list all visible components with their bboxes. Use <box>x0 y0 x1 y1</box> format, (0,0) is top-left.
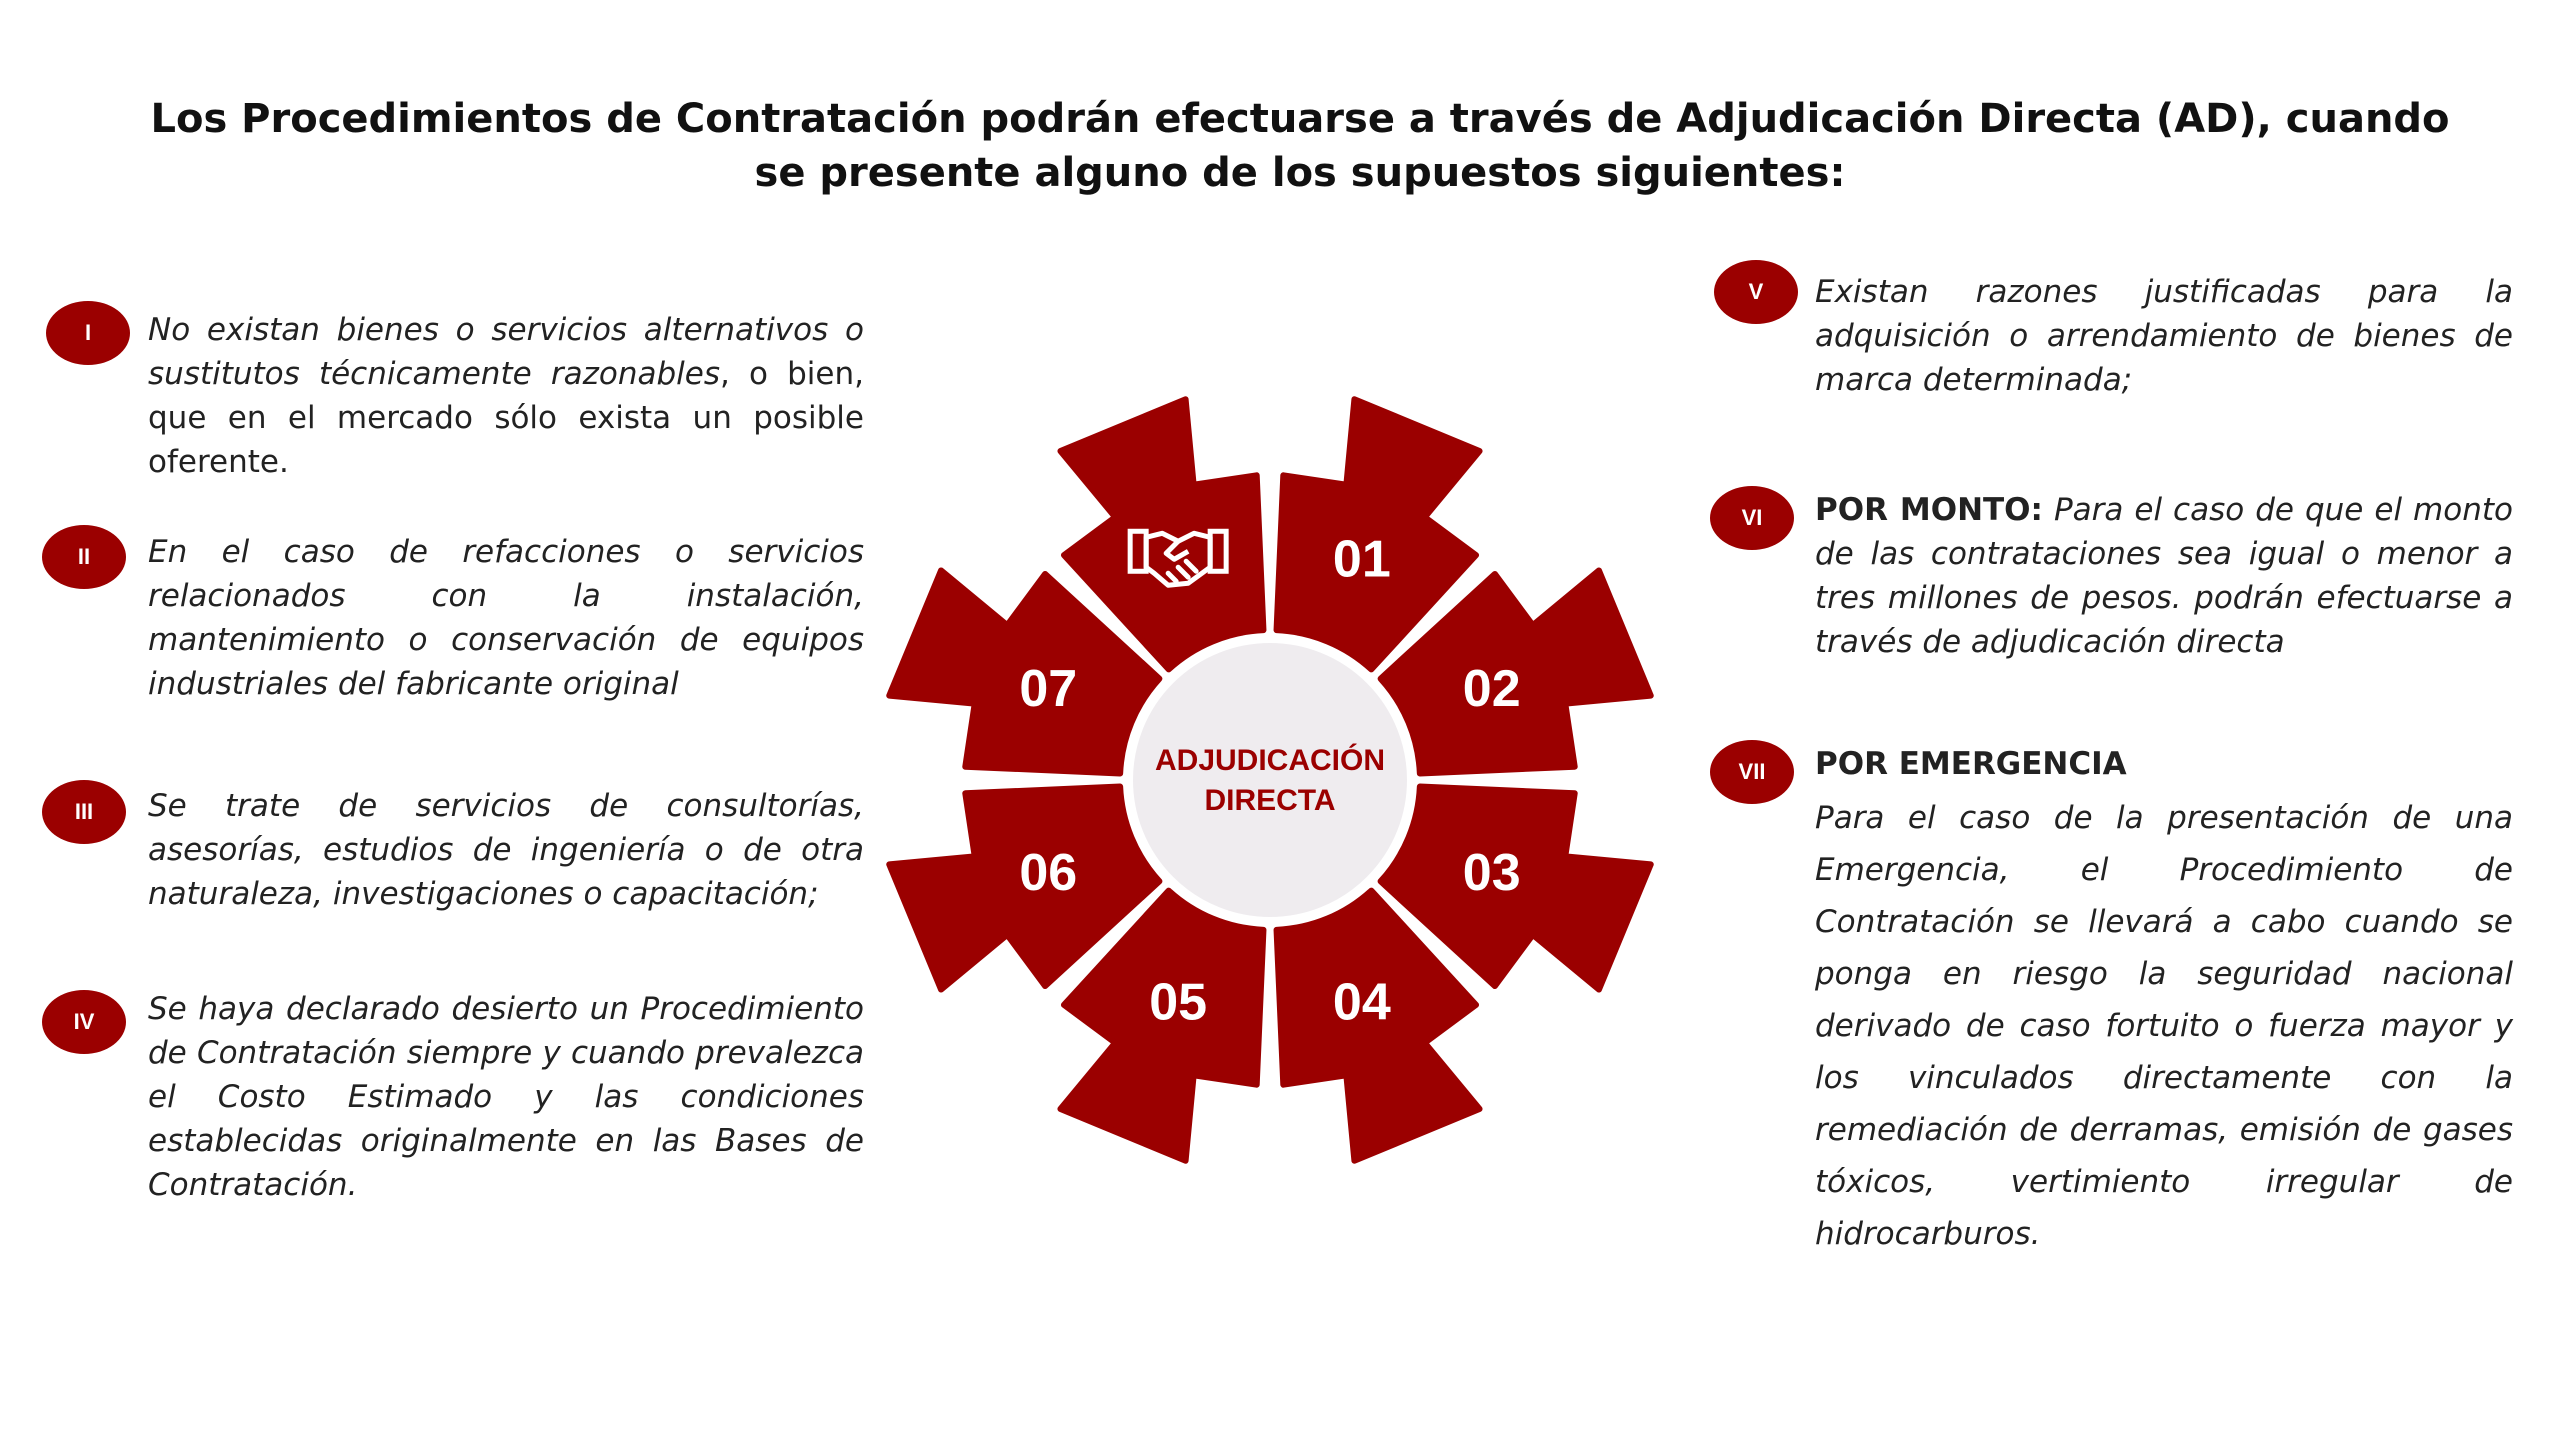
badge-v: V <box>1714 260 1798 324</box>
center-label-line-1: ADJUDICACIÓN <box>1154 744 1386 777</box>
title-line-1: Los Procedimientos de Contratación podrán efectuarse a través de Adjudicación Directa (AD), cuando <box>150 96 2450 142</box>
item-i-text: , o bien, que en el mercado sólo exista un posible oferente. <box>148 356 864 480</box>
item-i-italic: No existan bienes o servicios alternativos o sustitutos técnicamente razonables <box>148 312 864 392</box>
item-vi-bold: POR MONTO: <box>1815 492 2043 528</box>
item-v-italic: Existan razones justificadas para la adquisición o arrendamiento de bienes de marca determinada; <box>1815 274 2513 398</box>
item-iv-italic: Se haya declarado desierto un Procedimiento de Contratación siempre y cuando prevalezca el Costo Estimado y las condiciones establecidas originalmente en las Bases de Contratación. <box>148 991 864 1203</box>
center-label-line-2: DIRECTA <box>1204 784 1336 817</box>
item-iii <box>148 784 864 916</box>
item-vii-bold: POR EMERGENCIA <box>1815 746 2127 782</box>
badge-iv: IV <box>42 990 126 1054</box>
badge-vi: VI <box>1710 486 1794 550</box>
item-ii-italic: En el caso de refacciones o servicios relacionados con la instalación, mantenimiento o conservación de equipos industriales del fabricante original <box>148 534 864 702</box>
gear-label-04: 04 <box>1332 973 1391 1032</box>
item-iii-italic: Se trate de servicios de consultorías, asesorías, estudios de ingeniería o de otra naturaleza, investigaciones o capacitación; <box>148 788 864 912</box>
badge-i: I <box>46 301 130 365</box>
gear-label-01: 01 <box>1332 530 1391 589</box>
item-i <box>148 308 864 484</box>
item-v <box>1815 270 2513 402</box>
badge-ii: II <box>42 525 126 589</box>
gear-label-06: 06 <box>1019 843 1078 902</box>
item-iv <box>148 987 864 1207</box>
item-vi <box>1815 488 2513 664</box>
item-vii-italic: Para el caso de la presentación de una Emergencia, el Procedimiento de Contratación se llevará a cabo cuando se ponga en riesgo la seguridad nacional derivado de caso fortuito o fuerza mayor y los vinculados directamente con la remediación de derramas, emisión de gases tóxicos, vertimiento irregular de hidrocarburos. <box>1815 800 2513 1252</box>
item-ii <box>148 530 864 706</box>
gear-label-05: 05 <box>1149 973 1208 1032</box>
item-vi-italic: Para el caso de que el monto de las contrataciones sea igual o menor a tres millones de pesos. podrán efectuarse a través de adjudicación directa <box>1815 492 2513 660</box>
gear-label-07: 07 <box>1019 660 1078 719</box>
badge-iii: III <box>42 780 126 844</box>
page-title <box>120 92 2480 200</box>
item-vii <box>1815 742 2513 1260</box>
center-circle <box>1130 640 1410 920</box>
title-line-2: se presente alguno de los supuestos siguientes: <box>754 150 1846 196</box>
gear-wheel <box>870 380 1670 1180</box>
badge-vii: VII <box>1710 740 1794 804</box>
gear-label-03: 03 <box>1462 843 1521 902</box>
gear-label-02: 02 <box>1462 660 1521 719</box>
